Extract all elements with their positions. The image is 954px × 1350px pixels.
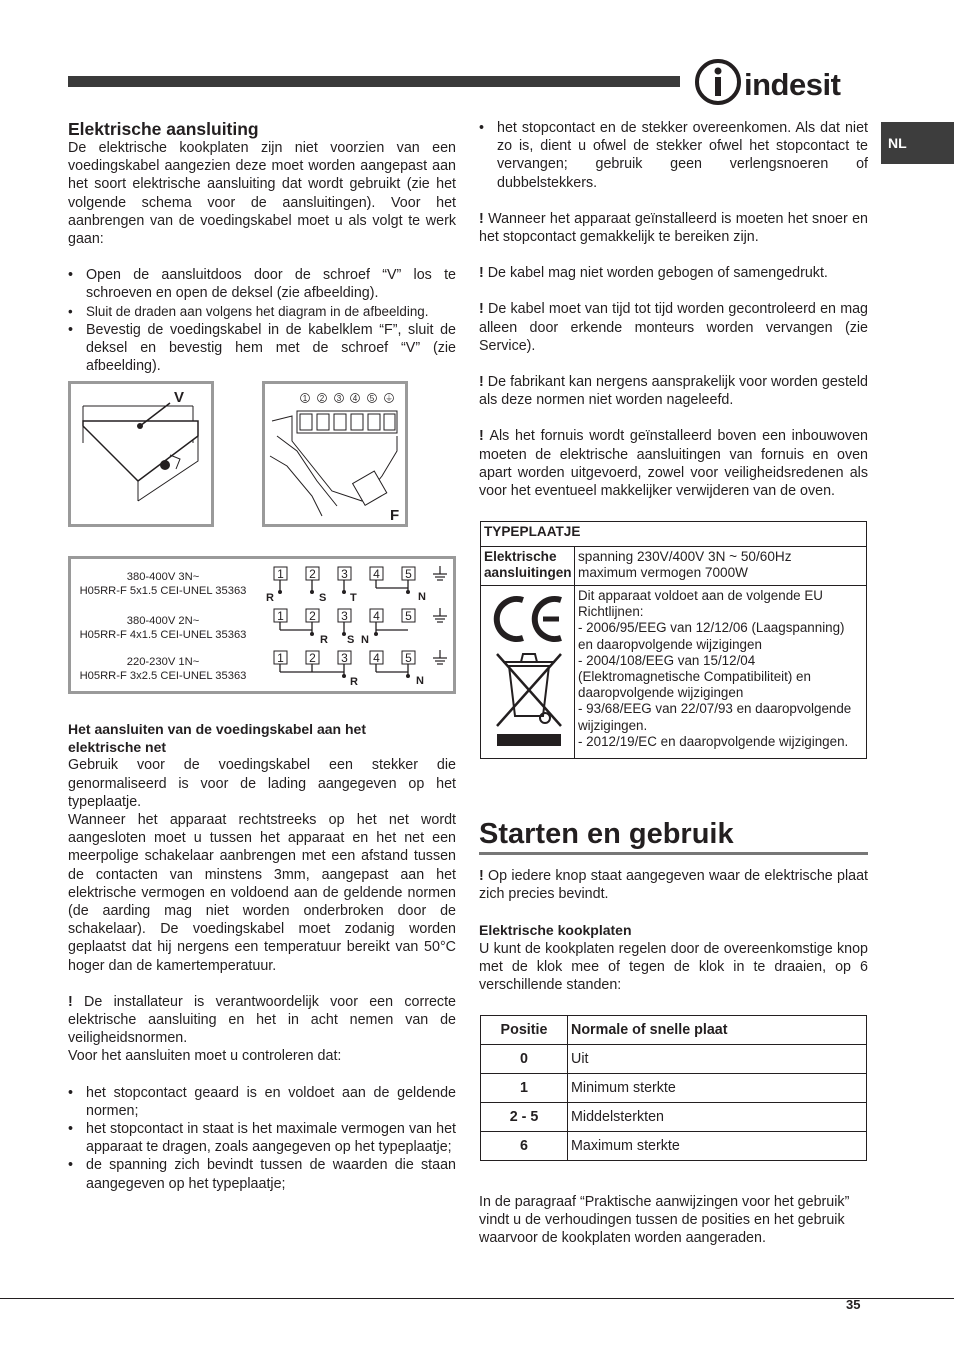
typeplate-table: [480, 521, 867, 759]
positions-table: [480, 1015, 867, 1161]
warning-4: ! De fabrikant kan nergens aansprakelijk voor worden gesteld als deze normen niet worden nageleefd.: [479, 374, 868, 409]
check-intro: Voor het aansluiten moet u controleren dat:: [68, 1048, 342, 1065]
wiring-row-1-label: 380-400V 3N~ H05RR-F 5x1.5 CEI-UNEL 35363: [79, 571, 247, 597]
header-rule: [68, 76, 680, 87]
svg-text:T: T: [350, 592, 357, 604]
elec-values: spanning 230V/400V 3N ~ 50/60Hz maximum vermogen 7000W: [575, 547, 867, 586]
figure-label-f: F: [390, 507, 400, 524]
warning-1: ! Wanneer het apparaat geïnstalleerd is moeten het snoer en het stopcontact gemakkelijk te bereiken zijn.: [479, 210, 869, 246]
svg-text:N: N: [361, 634, 369, 646]
ce-mark-icon: [485, 592, 571, 748]
ce-directives: Dit apparaat voldoet aan de volgende EU Richtlijnen: - 2006/95/EEG van 12/12/06 (Laagspanning) en daaropvolgende wijzigingen - 2004/108/EEG van 15/12/04 (Elektromagnetische Compatibiliteit) en daaropvolgende wijzigingen - 93/68/EEG van 22/07/93 en daaropvolgende wijzigingen. - 2012/19/EC en daaropvolgende wijzigingen.: [575, 586, 867, 759]
right-column-bottom: [479, 867, 868, 994]
svg-text:2: 2: [309, 567, 316, 581]
indesit-logo: [694, 58, 874, 106]
terminal-wiring-svg: [262, 562, 454, 690]
list-item: • het stopcontact in staat is het maximale vermogen van het apparaat te dragen, zoals aangegeven op het typeplaatje;: [68, 1120, 456, 1156]
wiring-row-3-label: 220-230V 1N~ H05RR-F 3x2.5 CEI-UNEL 35363: [79, 656, 247, 682]
svg-text:N: N: [416, 675, 424, 687]
install-steps: [68, 266, 456, 375]
svg-text:indesit: indesit: [744, 67, 841, 102]
warning-3: ! De kabel moet van tijd tot tijd worden gecontroleerd en mag alleen door erkende monteurs worden vervangen (zie Service).: [479, 301, 869, 354]
knob-note: ! Op iedere knop staat aangegeven waar de elektrische plaat zich precies bevindt.: [479, 868, 869, 903]
svg-text:1: 1: [277, 567, 284, 581]
plates-heading: Elektrische kookplaten: [479, 922, 632, 939]
list-item: • het stopcontact en de stekker overeenkomen. Als dat niet zo is, dient u ofwel de stekker ofwel het stopcontact te vervangen; gebruik geen verlengsnoeren of dubbelstekkers.: [479, 119, 868, 192]
intro-paragraph: De elektrische kookplaten zijn niet voorzien van een voedingskabel aangezien deze moet worden aangepast aan het soort elektrische aansluiting dat wordt gebruikt (zie het volgende schema voor de aansluitingen). Voor het aanbrengen van de voedingskabel moet u als volgt te werk gaan:: [68, 140, 456, 248]
left-column-top: [68, 119, 456, 375]
positions-header-pos: Positie: [481, 1016, 568, 1045]
table-row: 1 Minimum sterkte: [481, 1074, 867, 1103]
installer-warning: ! De installateur is verantwoordelijk voor een correcte elektrische aansluiting en het in acht nemen van de veiligheidsnormen.: [68, 993, 456, 1047]
weee-bin-icon: [497, 654, 561, 726]
table-row: 0 Uit: [481, 1045, 867, 1074]
svg-text:N: N: [418, 591, 426, 603]
svg-text:3: 3: [336, 394, 342, 403]
net-paragraph-2: Wanneer het apparaat rechtstreeks op het net wordt aangesloten moet u tussen het apparaat en het net een meerpolige schakelaar aanbrengen met een afstand tussen de contacten van minstens 3mm, aangepast aan het elektrische vermogen en voldoend aan de geldende normen (de aarding mag niet worden onderbroken door de schakelaar). De voedingskabel moet zodanig worden geplaatst dat hij nergens een temperatuur bereikt van 50°C hoger dan de kamertemperatuur.: [68, 812, 456, 974]
net-paragraph-1: Gebruik voor de voedingskabel een stekker die genormaliseerd is voor de lading aangegeven op het typeplaatje.: [68, 757, 456, 810]
language-tab: NL: [881, 122, 954, 164]
left-column-bottom: [68, 720, 456, 1193]
terminal-block-figure: [262, 381, 408, 527]
svg-text:R: R: [350, 676, 358, 688]
net-connection-heading: Het aansluiten van de voedingskabel aan het elektrische net: [68, 721, 366, 756]
warning-5: ! Als het fornuis wordt geïnstalleerd boven een inbouwoven moeten de elektrische aansluitingen van fornuis en oven apart worden uitgevoerd, zowel voor veiligheidsredenen als voor het eventueel makkelijker verwijderen van de oven.: [479, 428, 868, 500]
svg-text:S: S: [347, 634, 355, 646]
list-item: • Bevestig de voedingskabel in de kabelklem “F”, sluit de deksel en bevestig hem met de schroef “V” (zie afbeelding).: [68, 321, 456, 376]
svg-text:5: 5: [405, 567, 412, 581]
svg-text:⏚: ⏚: [385, 394, 393, 403]
ce-symbols-cell: [481, 586, 575, 759]
svg-text:4: 4: [373, 567, 380, 581]
closing-paragraph: In de paragraaf “Praktische aanwijzingen voor het gebruik” vindt u de verhoudingen tussen de posities en het gebruik waarvoor de kookplaten worden aangeraden.: [479, 1194, 850, 1247]
svg-text:4: 4: [352, 394, 358, 403]
elec-label: Elektrische aansluitingen: [481, 547, 575, 586]
positions-header-desc: Normale of snelle plaat: [568, 1016, 867, 1045]
footer-rule: [0, 1298, 954, 1299]
table-row: 2 - 5 Middelsterkten: [481, 1103, 867, 1132]
check-list-continued: [479, 119, 868, 192]
svg-text:S: S: [319, 592, 327, 604]
check-list: [68, 1084, 456, 1193]
wiring-row-2-label: 380-400V 2N~ H05RR-F 4x1.5 CEI-UNEL 35363: [79, 615, 247, 641]
svg-text:3: 3: [341, 567, 348, 581]
section-title-start: Starten en gebruik: [479, 816, 868, 855]
warning-2: ! De kabel mag niet worden gebogen of samengedrukt.: [479, 265, 828, 282]
typeplate-title: TYPEPLAATJE: [481, 522, 867, 547]
table-row: 6 Maximum sterkte: [481, 1132, 867, 1161]
list-item: • Sluit de draden aan volgens het diagram in de afbeelding.: [68, 303, 456, 321]
svg-text:R: R: [266, 592, 274, 604]
section-heading-electrical: Elektrische aansluiting: [68, 119, 259, 139]
svg-text:1: 1: [302, 394, 308, 403]
svg-text:2: 2: [319, 394, 325, 403]
page-number: 35: [846, 1297, 861, 1312]
closing-paragraph-wrap: [479, 1193, 868, 1248]
list-item: • het stopcontact geaard is en voldoet aan de geldende normen;: [68, 1084, 456, 1120]
svg-text:5: 5: [369, 394, 375, 403]
plates-paragraph: U kunt de kookplaten regelen door de overeenkomstige knop met de klok mee of tegen de klok in te draaien, op 6 verschillende standen:: [479, 940, 868, 994]
junction-box-figure: [68, 381, 214, 527]
list-item: • Open de aansluitdoos door de schroef “V” los te schroeven en open de deksel (zie afbeelding).: [68, 266, 456, 302]
right-column-top: [479, 119, 868, 500]
list-item: • de spanning zich bevindt tussen de waarden die staan aangegeven op het typeplaatje;: [68, 1156, 456, 1192]
svg-text:R: R: [320, 634, 328, 646]
figure-label-v: V: [174, 389, 185, 406]
